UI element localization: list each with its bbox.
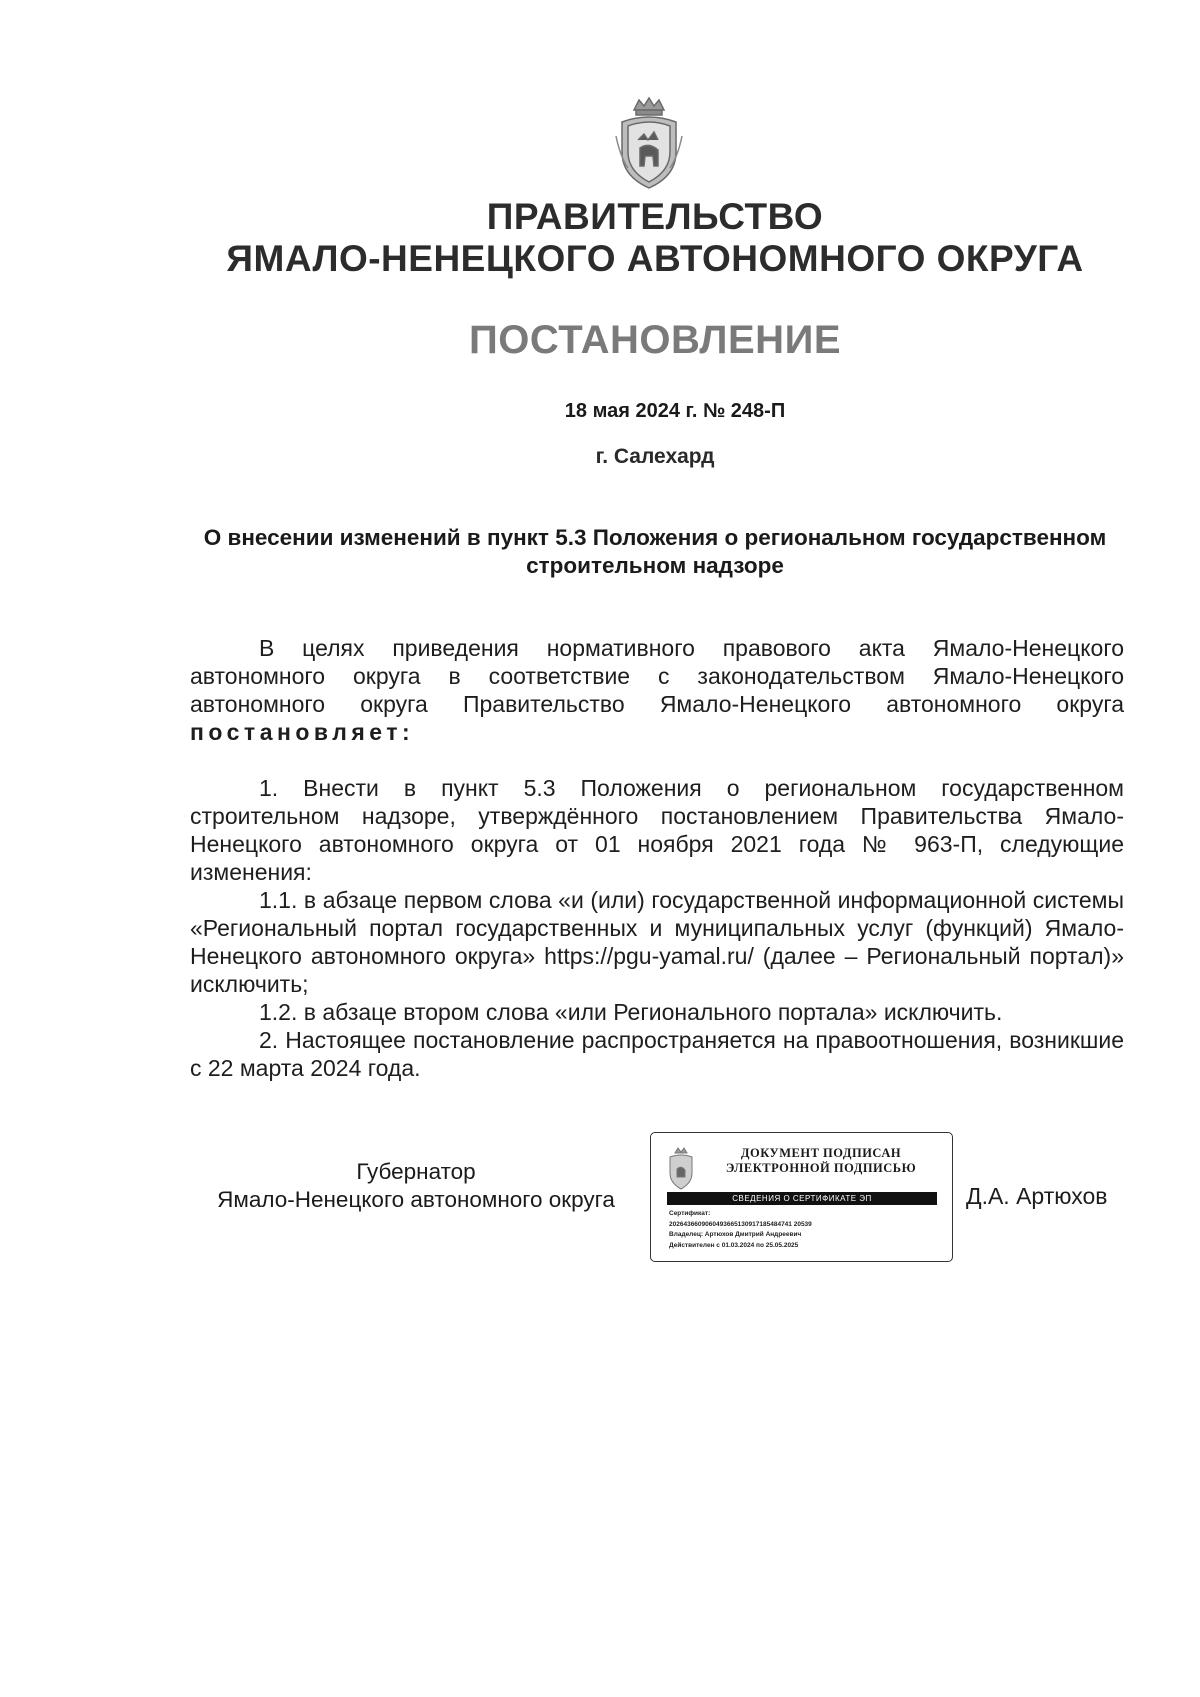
document-type-heading: ПОСТАНОВЛЕНИЕ — [468, 318, 841, 362]
signatory-name: Д.А. Артюхов — [966, 1183, 1108, 1209]
preamble-paragraph — [190, 634, 1124, 746]
stamp-certificate-info — [669, 1209, 939, 1251]
stamp-cert-label: Сертификат: — [669, 1210, 711, 1217]
document-city: г. Салехард — [595, 445, 715, 468]
stamp-certificate-bar: СВЕДЕНИЯ О СЕРТИФИКАТЕ ЭП — [667, 1192, 937, 1205]
stamp-title-line1: ДОКУМЕНТ ПОДПИСАН — [740, 1146, 902, 1160]
signatory-position — [190, 1158, 642, 1214]
item-1-paragraph: 1. Внести в пункт 5.3 Положения о региональном государственном строительном надзоре, утверждённого постановлением Правительства Ямало-Ненецкого автономного округа от 01 ноября 2021 года № 963-П, следующие изменения: — [190, 775, 1124, 885]
signatory-position-line2: Ямало-Ненецкого автономного округа — [217, 1187, 615, 1212]
signatory-position-line1: Губернатор — [356, 1159, 476, 1184]
document-date-number: 18 мая 2024 г. № 248-П — [564, 400, 786, 422]
resolves-word: постановляет: — [190, 719, 415, 745]
stamp-title-line2: ЭЛЕКТРОННОЙ ПОДПИСЬЮ — [725, 1161, 917, 1175]
preamble-text: В целях приведения нормативного правового акта Ямало-Ненецкого автономного округа в соответствие с законодательством Ямало-Ненецкого автономного округа Правительство Ямало-Ненецкого автономного округа — [190, 635, 1124, 717]
stamp-cert-value: 2026436609060493665130917185484741 20539 — [669, 1220, 812, 1228]
document-body — [190, 634, 1124, 1082]
coat-of-arms-emblem-icon — [614, 96, 684, 194]
stamp-title — [701, 1146, 941, 1176]
stamp-emblem-icon — [666, 1147, 696, 1191]
government-title-line1: ПРАВИТЕЛЬСТВО — [486, 196, 824, 237]
item-2-paragraph: 2. Настоящее постановление распространяется на правоотношения, возникшие с 22 марта 2024 года. — [190, 1027, 1124, 1081]
government-title-line2: ЯМАЛО-НЕНЕЦКОГО АВТОНОМНОГО ОКРУГА — [226, 238, 1084, 279]
document-subject: О внесении изменений в пункт 5.3 Положения о региональном государственном строительном надзоре — [203, 525, 1107, 578]
stamp-owner: Владелец: Артюхов Дмитрий Андреевич — [669, 1231, 802, 1238]
item-1-1-paragraph: 1.1. в абзаце первом слова «и (или) государственной информационной системы «Региональный портал государственных и муниципальных услуг (функций) Ямало-Ненецкого автономного округа» https://pgu-yamal.ru/ (далее – Региональный портал)» исключить; — [190, 887, 1124, 997]
electronic-signature-stamp — [650, 1132, 953, 1262]
stamp-valid: Действителен с 01.03.2024 по 25.05.2025 — [669, 1241, 799, 1249]
item-1-2-paragraph: 1.2. в абзаце втором слова «или Регионального портала» исключить. — [259, 999, 1003, 1025]
